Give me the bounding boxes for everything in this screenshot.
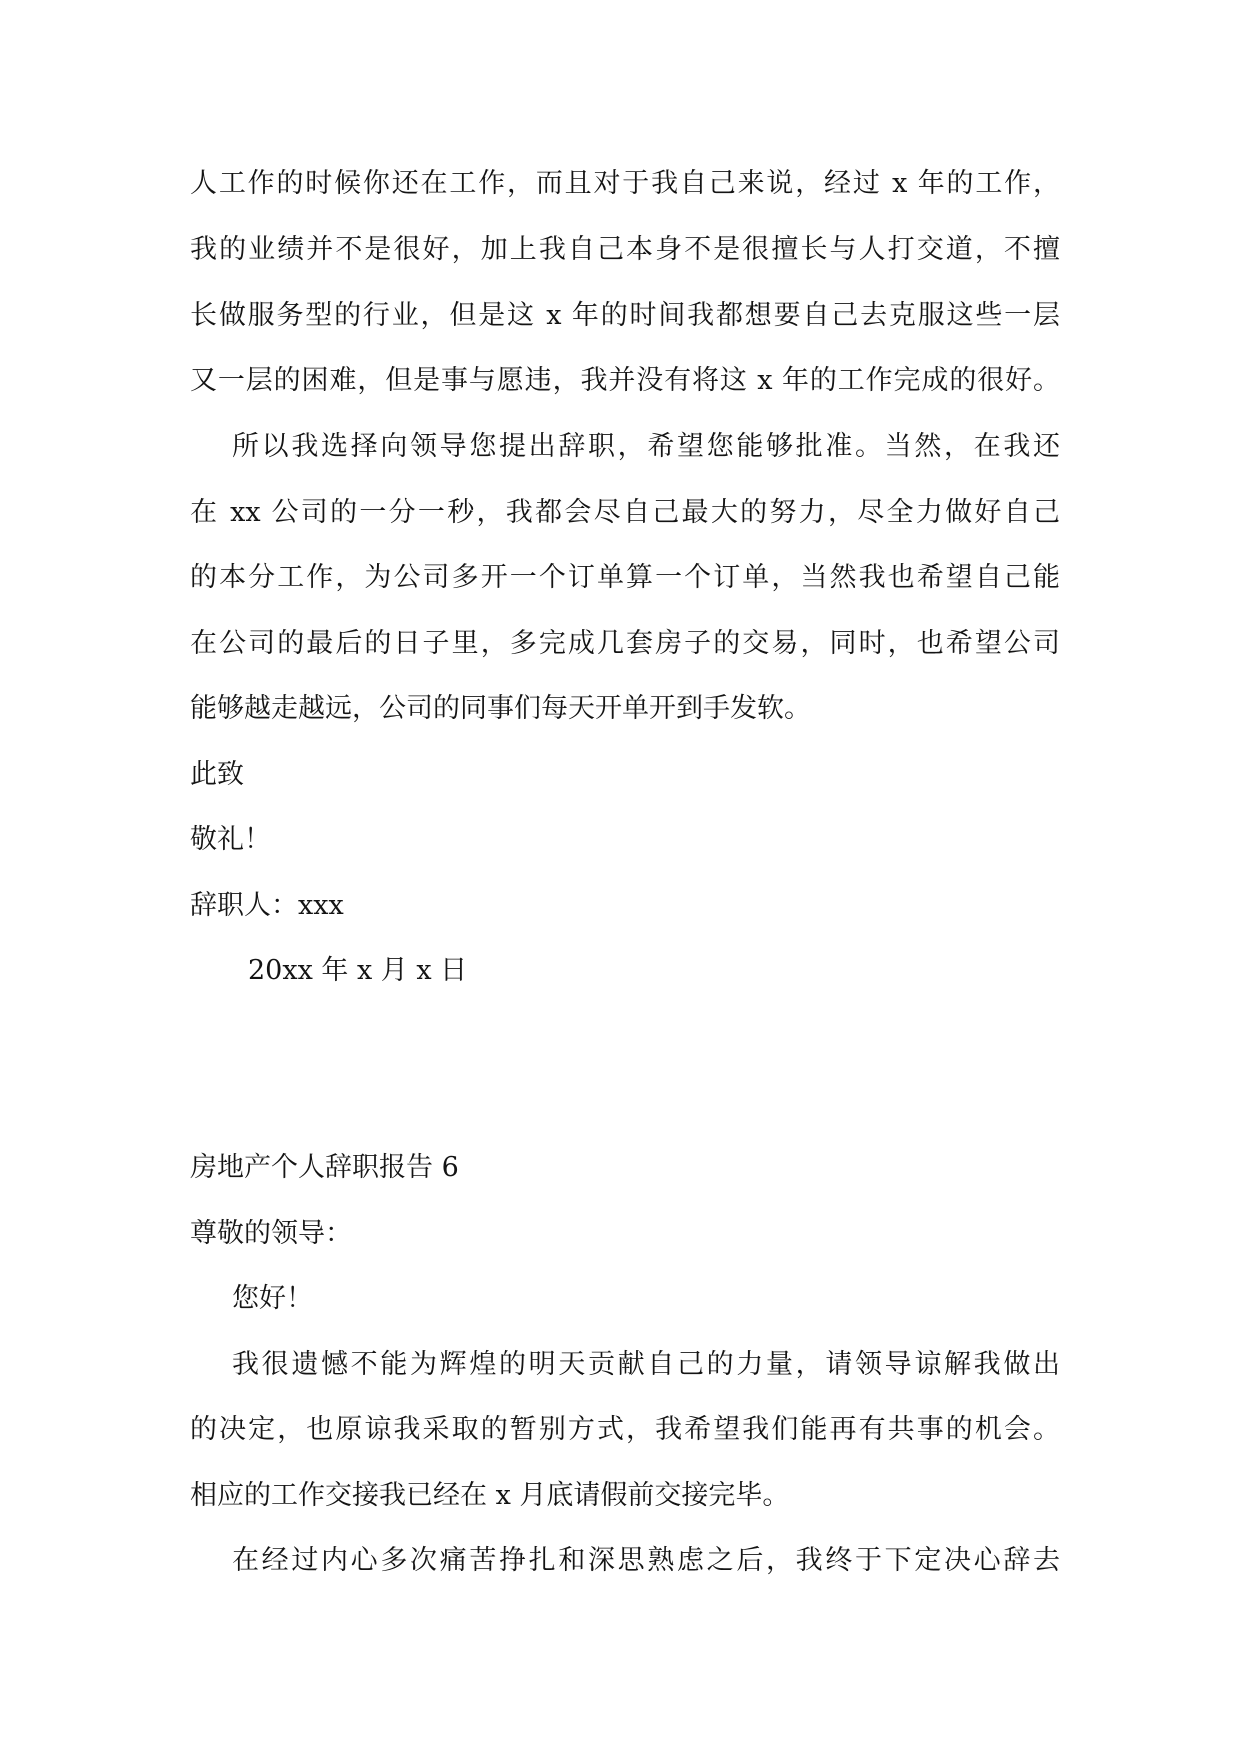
body-line: 在公司的最后的日子里，多完成几套房子的交易，同时，也希望公司: [190, 628, 1060, 659]
body-line: 能够越走越远，公司的同事们每天开单开到手发软。: [190, 693, 811, 724]
body-line: 的决定，也原谅我采取的暂别方式，我希望我们能再有共事的机会。: [190, 1414, 1060, 1445]
greeting-hello: 您好！: [232, 1283, 313, 1314]
paragraph-first-line: 所以我选择向领导您提出辞职，希望您能够批准。当然，在我还: [232, 431, 1060, 462]
paragraph-first-line: 在经过内心多次痛苦挣扎和深思熟虑之后，我终于下定决心辞去: [232, 1545, 1060, 1576]
body-line: 在 xx 公司的一分一秒，我都会尽自己最大的努力，尽全力做好自己: [190, 497, 1060, 528]
closing-salutation: 此致: [190, 759, 244, 790]
body-line: 长做服务型的行业，但是这 x 年的时间我都想要自己去克服这些一层: [190, 300, 1060, 331]
body-line: 又一层的困难，但是事与愿违，我并没有将这 x 年的工作完成的很好。: [190, 365, 1060, 396]
date-line: 20xx 年 x 月 x 日: [248, 955, 468, 986]
section-title: 房地产个人辞职报告 6: [190, 1152, 459, 1183]
closing-regards: 敬礼！: [190, 824, 271, 855]
body-line: 我的业绩并不是很好，加上我自己本身不是很擅长与人打交道，不擅: [190, 234, 1060, 265]
body-line: 人工作的时候你还在工作，而且对于我自己来说，经过 x 年的工作，: [190, 168, 1060, 199]
body-line: 的本分工作，为公司多开一个订单算一个订单，当然我也希望自己能: [190, 562, 1060, 593]
body-line: 相应的工作交接我已经在 x 月底请假前交接完毕。: [190, 1480, 790, 1511]
paragraph-first-line: 我很遗憾不能为辉煌的明天贡献自己的力量，请领导谅解我做出: [232, 1349, 1060, 1380]
signature-line: 辞职人：xxx: [190, 890, 344, 921]
greeting-recipient: 尊敬的领导：: [190, 1218, 352, 1249]
